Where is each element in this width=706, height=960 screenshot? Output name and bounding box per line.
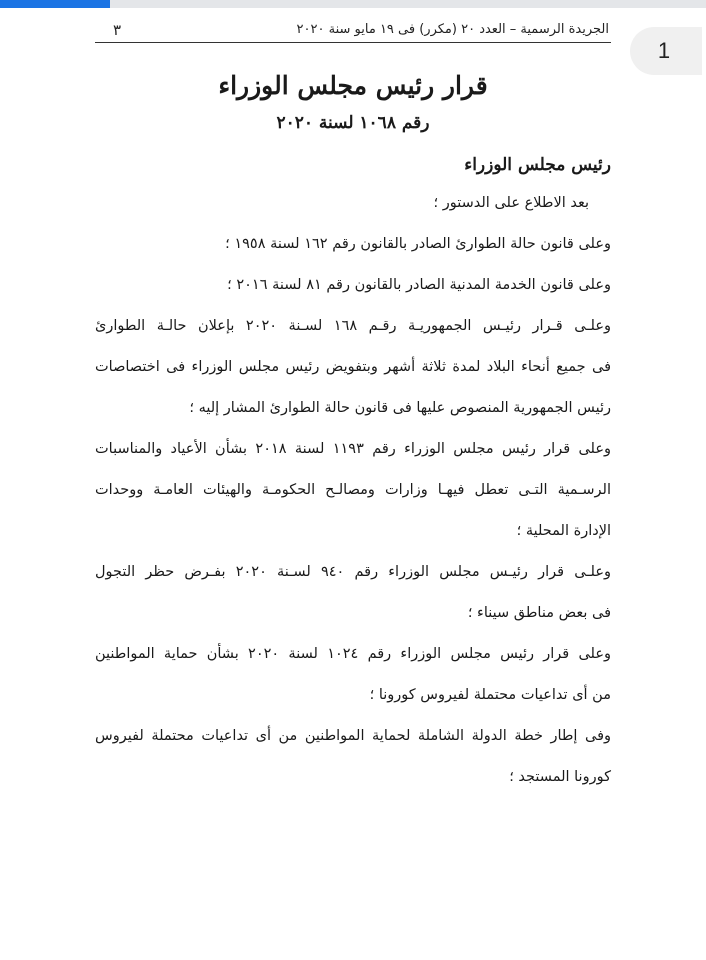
preamble-line: بعد الاطلاع على الدستور ؛ [433, 195, 589, 211]
preamble-line: وعلى قرار رئيس مجلس الوزراء رقم ١١٩٣ لسنة ٢٠١٨ بشأن الأعياد والمناسبات [95, 441, 611, 457]
page-counter-badge: 1 [630, 27, 702, 75]
viewer-top-bar [0, 0, 706, 8]
preamble-line: وعلـى قـرار رئيـس الجمهوريـة رقـم ١٦٨ لسـنة ٢٠٢٠ بإعلان حالـة الطوارئ [95, 318, 611, 334]
decree-number: رقم ١٠٦٨ لسنة ٢٠٢٠ [276, 113, 430, 133]
document-page [95, 10, 611, 798]
preamble-line: من أى تداعيات محتملة لفيروس كورونا ؛ [369, 687, 611, 703]
gazette-page-number: ٣ [113, 21, 122, 39]
preamble-line: وعلى قانون الخدمة المدنية الصادر بالقانون رقم ٨١ لسنة ٢٠١٦ ؛ [227, 277, 611, 293]
issuer-heading: رئيس مجلس الوزراء [464, 155, 611, 175]
preamble-line: وفى إطار خطة الدولة الشاملة لحماية المواطنين من أى تداعيات محتملة لفيروس [95, 728, 611, 744]
preamble-line: رئيس الجمهورية المنصوص عليها فى قانون حالة الطوارئ المشار إليه ؛ [189, 400, 611, 416]
preamble-line: وعلـى قرار رئيـس مجلس الوزراء رقم ٩٤٠ لسـنة ٢٠٢٠ بفـرض حظر التجول [95, 564, 611, 580]
viewer-progress-accent [0, 0, 110, 8]
preamble-line: كورونا المستجد ؛ [509, 769, 611, 785]
preamble-line: الإدارة المحلية ؛ [516, 523, 611, 539]
preamble-line: فى جميع أنحاء البلاد لمدة ثلاثة أشهر وبتفويض رئيس مجلس الوزراء فى اختصاصات [95, 359, 611, 375]
gazette-header [95, 10, 611, 43]
preamble-line: الرسـمية التـى تعطل فيهـا وزارات ومصالـح الحكومـة والهيئات العامـة ووحدات [95, 482, 611, 498]
preamble-line: وعلى قرار رئيس مجلس الوزراء رقم ١٠٢٤ لسنة ٢٠٢٠ بشأن حماية المواطنين [95, 646, 611, 662]
gazette-issue-line: الجريدة الرسمية – العدد ٢٠ (مكرر) فى ١٩ مايو سنة ٢٠٢٠ [296, 22, 609, 37]
decree-title: قرار رئيس مجلس الوزراء [218, 71, 488, 100]
preamble-line: فى بعض مناطق سيناء ؛ [467, 605, 611, 621]
preamble-line: وعلى قانون حالة الطوارئ الصادر بالقانون رقم ١٦٢ لسنة ١٩٥٨ ؛ [225, 236, 611, 252]
